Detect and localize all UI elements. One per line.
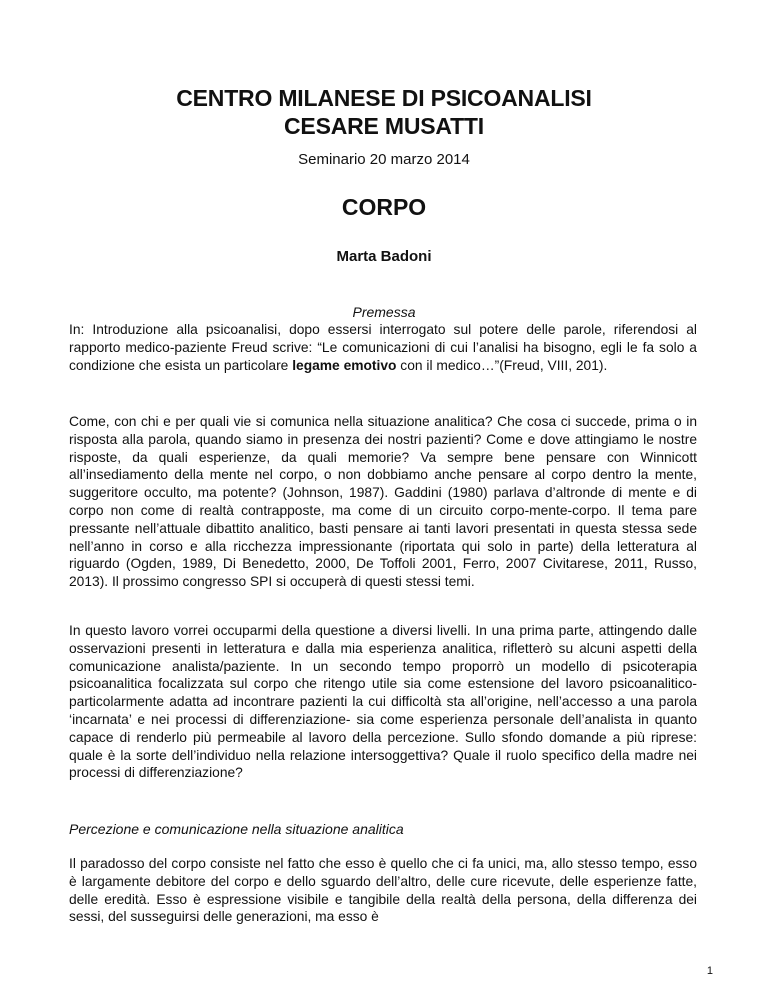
paragraph-intro-citation: con il medico…”(Freud, VIII, 201). — [396, 357, 608, 373]
paragraph-plan: In questo lavoro vorrei occuparmi della questione a diversi livelli. In una prima parte, attingendo dalle osservazioni presenti in letteratura e dalla mia esperienza analitica, rifletterò su alcuni aspetti della comunicazione analista/paziente. In un secondo tempo proporrò un modello di psicoterapia psicoanalitica focalizzata sul corpo che ritengo utile sia come estensione del lavoro psicoanalitico- particolarmente adatta ad incontrare pazienti la cui difficoltà sta all’origine, nell’accesso a una parola ‘incarnata’ e nei processi di differenziazione- sia come esperienza personale dell’analista in quanto capace di renderlo più permeabile al lavoro della percezione. Sullo sfondo domande a più riprese: quale è la sorte dell’individuo nella relazione intersoggettiva? Quale il ruolo specifico della madre nei processi di differenziazione? — [69, 623, 697, 781]
paragraph-intro — [69, 321, 697, 374]
seminar-date: Seminario 20 marzo 2014 — [298, 151, 470, 168]
paragraph-paradox: Il paradosso del corpo consiste nel fatto che esso è quello che ci fa unici, ma, allo stesso tempo, esso è largamente debitore del corpo e dello sguardo dell’altro, delle cure ricevute, delle esperienze fatte, delle eredità. Esso è espressione visibile e tangibile della realtà della persona, della differenza dei sessi, del susseguirsi delle generazioni, ma esso è — [69, 856, 697, 925]
premessa-heading: Premessa — [352, 304, 416, 320]
author-name: Marta Badoni — [336, 248, 432, 265]
organization-name: CENTRO MILANESE DI PSICOANALISI — [176, 85, 592, 111]
paragraph-intro-text: In: Introduzione alla psicoanalisi, dopo essersi interrogato sul potere delle parole, riferendosi al rapporto medico-paziente Freud scrive: “Le comunicazioni di cui l’analisi ha bisogno, egli le fa solo a condizione che esista un particolare — [69, 322, 697, 373]
paragraph-questions: Come, con chi e per quali vie si comunica nella situazione analitica? Che cosa ci succede, prima o in risposta alla parola, quando siamo in presenza dei nostri pazienti? Come e dove attingiamo le nostre risposte, da quali esperienze, da quali memorie? Va sempre bene pensare con Winnicott all’insediamento della mente nel corpo, o non dobbiamo anche pensare al corpo dentro la mente, suggeritore occulto, ma potente? (Johnson, 1987). Gaddini (1980) parlava d’altronde di mente e di corpo non come di realtà contrapposte, ma come di un circuito corpo-mente-corpo. Il tema pare pressante nell’attuale dibattito analitico, basti pensare ai tanti lavori presentati in questa stessa sede nell’anno in corso e alla ricchezza impressionante (riportata qui solo in parte) della letteratura al riguardo (Ogden, 1989, Di Benedetto, 2000, De Toffoli 2001, Ferro, 2007 Civitarese, 2011, Russo, 2013). Il prossimo congresso SPI si occuperà di questi stessi temi. — [69, 414, 697, 590]
percezione-heading: Percezione e comunicazione nella situazione analitica — [69, 821, 404, 837]
document-title: CORPO — [341, 194, 427, 220]
bold-term: legame emotivo — [292, 357, 397, 373]
page-number: 1 — [706, 965, 713, 977]
organization-subtitle: CESARE MUSATTI — [284, 113, 484, 139]
